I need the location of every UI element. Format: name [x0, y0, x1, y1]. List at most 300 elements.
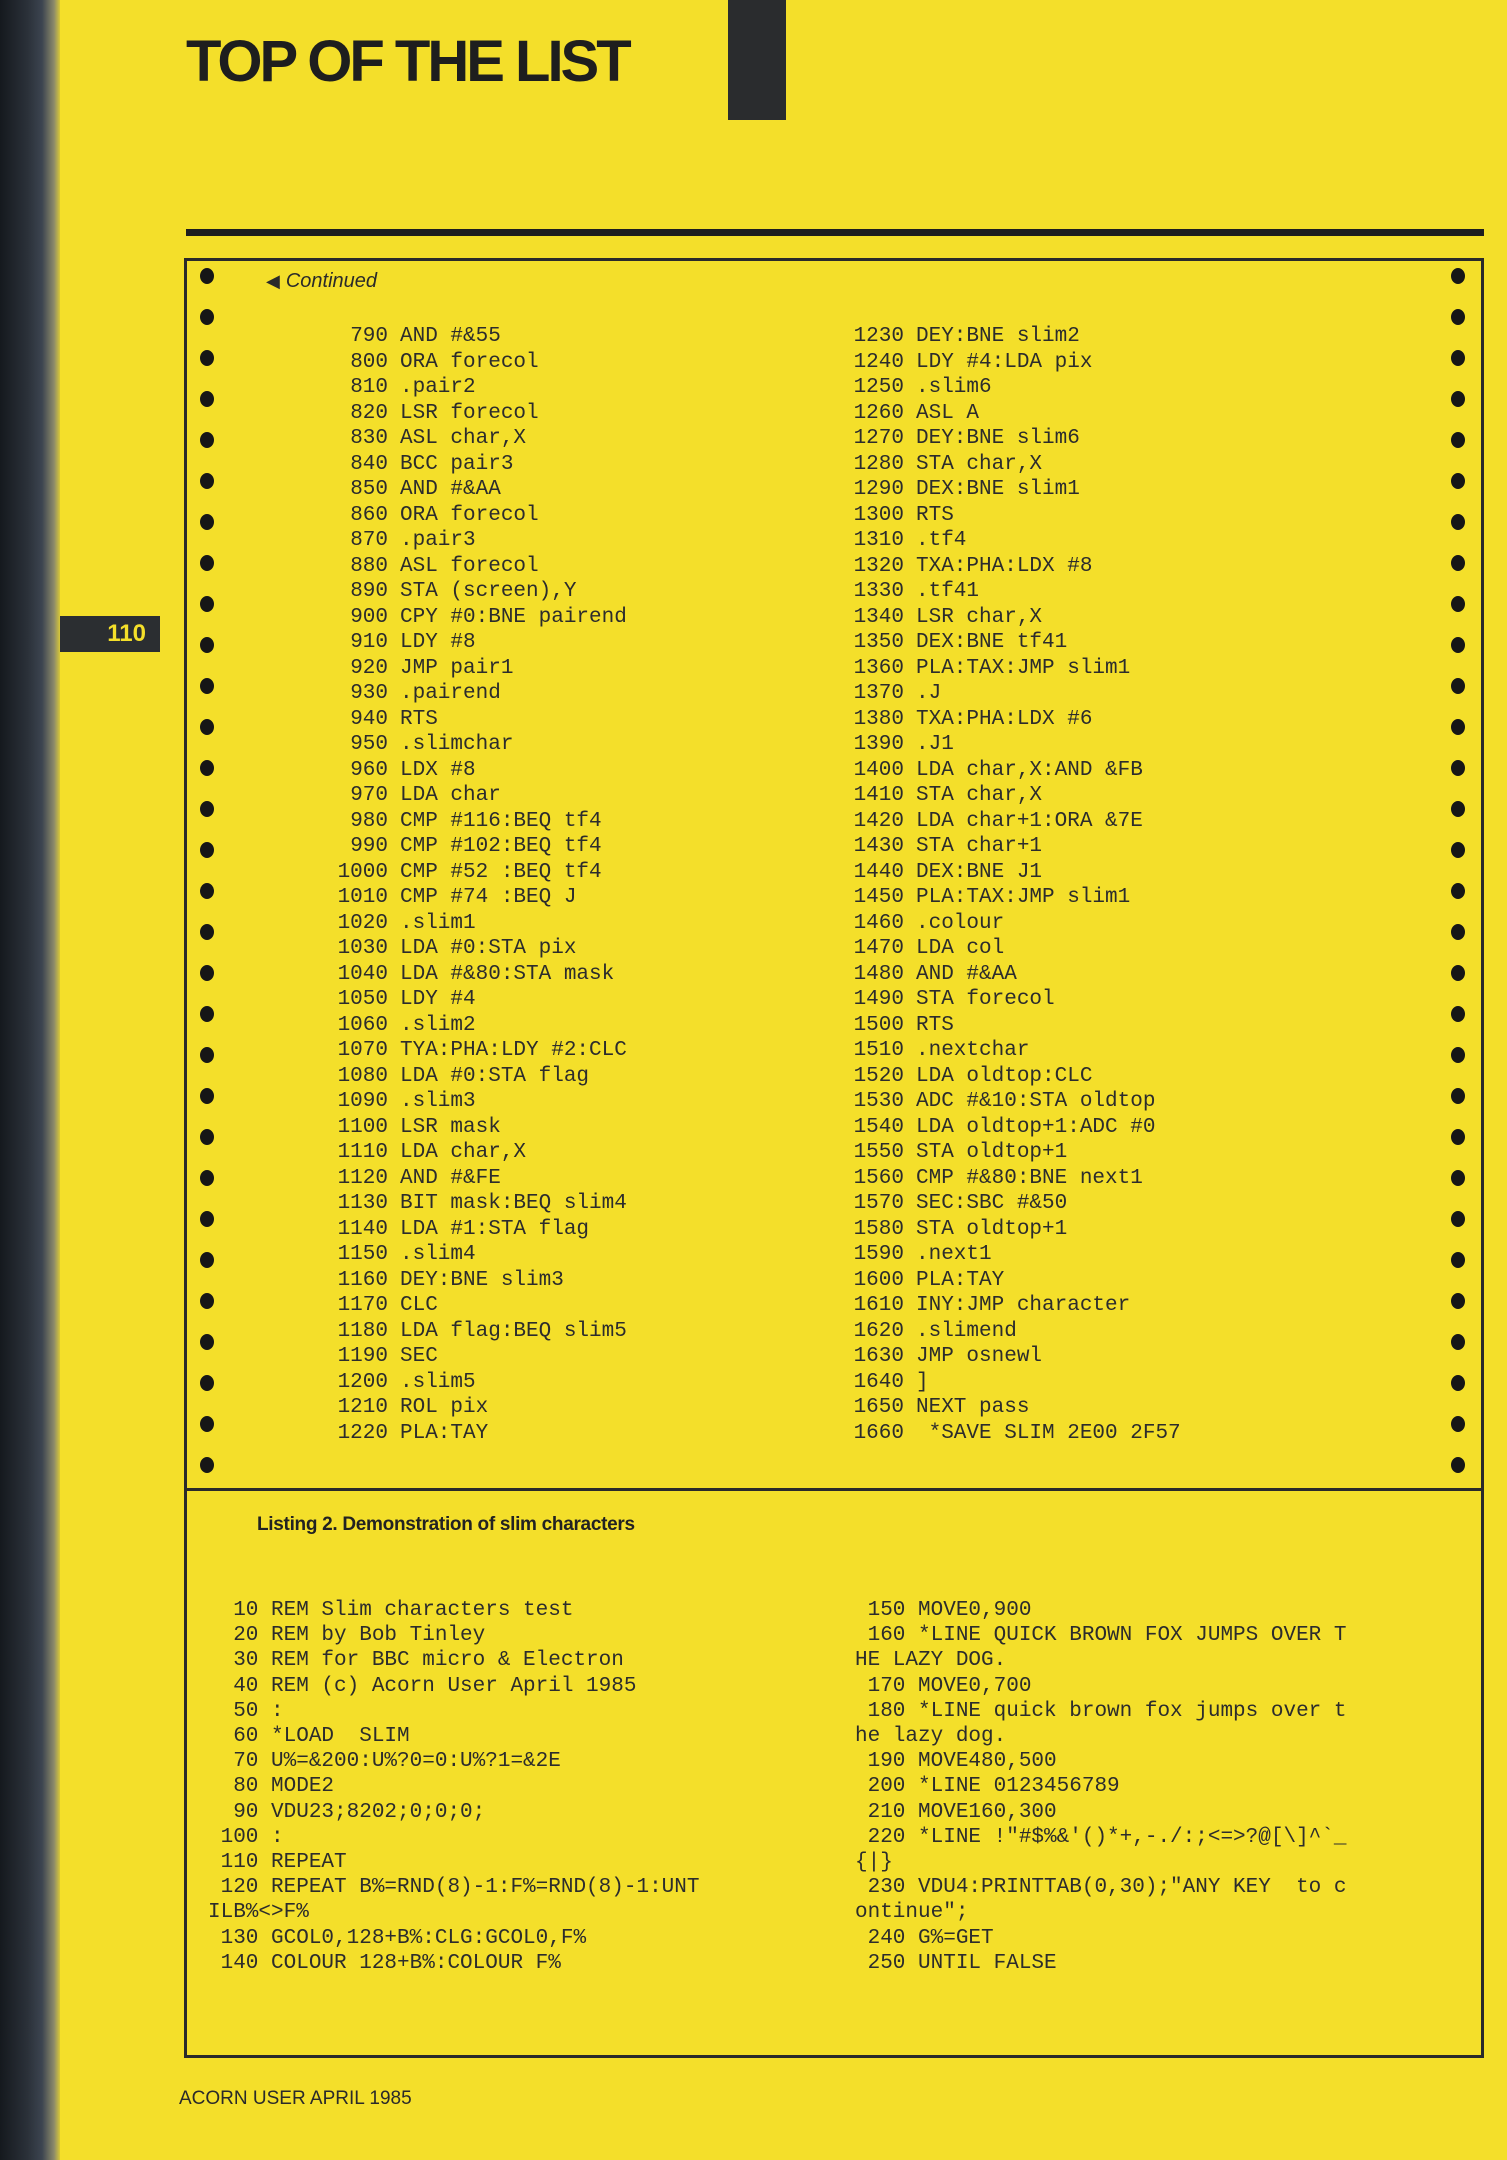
top-rule [186, 229, 1484, 236]
line-number: 830 [350, 427, 388, 450]
code-statement: LDA char [400, 784, 501, 807]
code-line [318, 1370, 627, 1396]
punch-hole-icon [200, 596, 214, 612]
code-line [318, 1140, 627, 1166]
punch-hole-icon [200, 514, 214, 530]
line-number: 1420 [853, 809, 904, 833]
code-line: 150 MOVE0,900 [855, 1599, 1032, 1622]
code-line: 240 G%=GET [855, 1926, 994, 1950]
listing2-left-column [208, 1598, 699, 1976]
code-statement: .J1 [916, 733, 954, 756]
line-number: 1410 [853, 784, 904, 807]
line-number: 1470 [853, 937, 904, 960]
code-line: he lazy dog. [855, 1725, 1007, 1749]
punch-hole-icon [200, 1129, 214, 1145]
code-line [318, 579, 627, 605]
punch-hole-icon [1451, 1293, 1465, 1309]
code-statement: TXA:PHA:LDX #6 [916, 707, 1093, 731]
code-line: 40 REM (c) Acorn User April 1985 [208, 1674, 637, 1698]
punch-hole-icon [1451, 842, 1465, 858]
code-statement: LDA oldtop:CLC [916, 1064, 1093, 1088]
punch-hole-icon [200, 473, 214, 489]
code-statement: CLC [400, 1294, 438, 1317]
code-line [318, 554, 627, 580]
continued-text: Continued [285, 270, 378, 292]
punch-hole-icon [1451, 1416, 1465, 1432]
code-line [318, 1395, 627, 1421]
line-number: 1530 [853, 1090, 904, 1113]
line-number: 1370 [853, 682, 904, 705]
code-statement: LSR char,X [916, 605, 1043, 629]
code-statement: RTS [916, 503, 954, 527]
code-line [318, 477, 627, 503]
punch-hole-icon [1451, 596, 1465, 612]
code-line [834, 1089, 1181, 1115]
code-statement: ] [916, 1370, 929, 1394]
line-number: 920 [350, 656, 388, 680]
punch-hole-icon [200, 719, 214, 735]
punch-hole-icon [200, 637, 214, 653]
code-line: 10 REM Slim characters test [208, 1599, 574, 1622]
punch-hole-icon [200, 1375, 214, 1391]
code-line [318, 1038, 627, 1064]
code-line [318, 1344, 627, 1370]
punch-hole-icon [1451, 965, 1465, 981]
code-statement: .slim5 [400, 1370, 476, 1394]
code-statement: ASL forecol [400, 554, 539, 578]
code-line [834, 834, 1181, 860]
line-number: 1330 [853, 580, 904, 603]
code-statement: AND #&FE [400, 1166, 501, 1190]
punch-hole-icon [200, 678, 214, 694]
line-number: 1060 [337, 1013, 388, 1037]
line-number: 1440 [853, 860, 904, 884]
code-line [318, 1089, 627, 1115]
line-number: 840 [350, 452, 388, 476]
punch-hole-icon [200, 801, 214, 817]
code-line [318, 1293, 627, 1319]
code-line: {|} [855, 1851, 893, 1875]
line-number: 1600 [853, 1268, 904, 1292]
page-number: 110 [107, 620, 146, 647]
punch-hole-icon [200, 1416, 214, 1432]
code-statement: LDY #8 [400, 631, 476, 654]
punch-hole-icon [1451, 801, 1465, 817]
code-line [318, 987, 627, 1013]
code-line [834, 375, 1181, 401]
punch-hole-icon [1451, 473, 1465, 489]
code-line [834, 1395, 1181, 1421]
code-statement: PLA:TAX:JMP slim1 [916, 886, 1131, 909]
line-number: 1340 [853, 605, 904, 629]
line-number: 1500 [853, 1013, 904, 1037]
code-statement: STA (screen),Y [400, 580, 577, 603]
code-statement: JMP osnewl [916, 1345, 1043, 1368]
code-statement: LDA #0:STA pix [400, 937, 577, 960]
punch-hole-icon [200, 1252, 214, 1268]
code-line [834, 885, 1181, 911]
code-statement: .pairend [400, 682, 501, 705]
code-line [834, 579, 1181, 605]
punch-hole-icon [1451, 1211, 1465, 1227]
punch-hole-icon [1451, 1375, 1465, 1391]
listing1-left-column [318, 324, 627, 1446]
line-number: 1480 [853, 962, 904, 986]
binder-holes-right [1451, 268, 1465, 1478]
code-statement: DEY:BNE slim6 [916, 427, 1080, 450]
code-statement: PLA:TAY [400, 1421, 489, 1445]
line-number: 850 [350, 478, 388, 501]
line-number: 860 [350, 503, 388, 527]
code-statement: .J [916, 682, 942, 705]
punch-hole-icon [1451, 1006, 1465, 1022]
code-line [318, 707, 627, 733]
punch-hole-icon [1451, 1129, 1465, 1145]
code-statement: LDX #8 [400, 758, 476, 782]
code-line [834, 783, 1181, 809]
line-number: 1170 [337, 1294, 388, 1317]
code-statement: ADC #&10:STA oldtop [916, 1090, 1156, 1113]
punch-hole-icon [1451, 350, 1465, 366]
line-number: 870 [350, 529, 388, 552]
line-number: 1080 [337, 1064, 388, 1088]
line-number: 1540 [853, 1115, 904, 1139]
line-number: 1360 [853, 656, 904, 680]
line-number: 1650 [853, 1396, 904, 1419]
code-statement: PLA:TAX:JMP slim1 [916, 656, 1131, 680]
code-line [834, 962, 1181, 988]
line-number: 990 [350, 835, 388, 858]
code-statement: CPY #0:BNE pairend [400, 605, 627, 629]
code-line [318, 528, 627, 554]
punch-hole-icon [200, 1293, 214, 1309]
code-line [834, 732, 1181, 758]
punch-hole-icon [200, 1170, 214, 1186]
line-number: 1320 [853, 554, 904, 578]
code-line [834, 860, 1181, 886]
line-number: 890 [350, 580, 388, 603]
code-statement: LSR forecol [400, 401, 539, 425]
left-triangle-icon: ◀ [266, 271, 280, 291]
code-statement: LDA col [916, 937, 1005, 960]
code-line [318, 783, 627, 809]
line-number: 1560 [853, 1166, 904, 1190]
punch-hole-icon [1451, 719, 1465, 735]
code-statement: .next1 [916, 1243, 992, 1266]
code-line [834, 1140, 1181, 1166]
code-line [834, 630, 1181, 656]
punch-hole-icon [1451, 678, 1465, 694]
line-number: 820 [350, 401, 388, 425]
code-line [834, 707, 1181, 733]
line-number: 1400 [853, 758, 904, 782]
code-statement: LDA char,X:AND &FB [916, 758, 1143, 782]
line-number: 1090 [337, 1090, 388, 1113]
line-number: 1310 [853, 529, 904, 552]
code-line [834, 987, 1181, 1013]
code-statement: LDA #1:STA flag [400, 1217, 590, 1241]
code-statement: .tf4 [916, 529, 967, 552]
binder-holes-left [200, 268, 214, 1478]
code-line [834, 401, 1181, 427]
code-line: 250 UNTIL FALSE [855, 1951, 1057, 1975]
line-number: 1190 [337, 1345, 388, 1368]
code-line: 140 COLOUR 128+B%:COLOUR F% [208, 1951, 561, 1975]
line-number: 940 [350, 707, 388, 731]
code-statement: .slimchar [400, 733, 514, 756]
code-line [318, 809, 627, 835]
punch-hole-icon [200, 268, 214, 284]
code-statement: LDA #&80:STA mask [400, 962, 615, 986]
line-number: 1200 [337, 1370, 388, 1394]
page-number-tab [60, 616, 160, 652]
code-line [318, 936, 627, 962]
punch-hole-icon [1451, 1047, 1465, 1063]
code-line: 130 GCOL0,128+B%:CLG:GCOL0,F% [208, 1926, 587, 1950]
code-line [834, 503, 1181, 529]
code-line [834, 1268, 1181, 1294]
line-number: 1380 [853, 707, 904, 731]
line-number: 1350 [853, 631, 904, 654]
code-line: ILB%<>F% [208, 1901, 309, 1925]
code-line [318, 962, 627, 988]
punch-hole-icon [200, 350, 214, 366]
line-number: 1130 [337, 1192, 388, 1215]
line-number: 1150 [337, 1243, 388, 1266]
code-statement: CMP #102:BEQ tf4 [400, 835, 602, 858]
code-statement: ASL A [916, 401, 980, 425]
punch-hole-icon [200, 1047, 214, 1063]
code-line [318, 1217, 627, 1243]
code-statement: LDA #0:STA flag [400, 1064, 590, 1088]
punch-hole-icon [200, 1457, 214, 1473]
line-number: 1100 [337, 1115, 388, 1139]
code-statement: INY:JMP character [916, 1294, 1131, 1317]
line-number: 930 [350, 682, 388, 705]
punch-hole-icon [200, 432, 214, 448]
code-statement: AND #&55 [400, 325, 501, 348]
code-statement: .slim6 [916, 376, 992, 399]
code-line [318, 885, 627, 911]
line-number: 1000 [337, 860, 388, 884]
code-statement: STA char,X [916, 452, 1043, 476]
code-line [834, 911, 1181, 937]
code-statement: STA oldtop+1 [916, 1217, 1068, 1241]
code-statement: CMP #116:BEQ tf4 [400, 809, 602, 833]
punch-hole-icon [200, 760, 214, 776]
code-statement: ORA forecol [400, 503, 539, 527]
punch-hole-icon [1451, 1170, 1465, 1186]
line-number: 1290 [853, 478, 904, 501]
code-line [318, 1421, 627, 1447]
code-line: 20 REM by Bob Tinley [208, 1624, 486, 1648]
code-line [834, 1421, 1181, 1447]
code-line [834, 1293, 1181, 1319]
code-line [318, 503, 627, 529]
line-number: 1030 [337, 937, 388, 960]
line-number: 910 [350, 631, 388, 654]
line-number: 790 [350, 325, 388, 348]
code-line [318, 1242, 627, 1268]
punch-hole-icon [1451, 1334, 1465, 1350]
code-line: 120 REPEAT B%=RND(8)-1:F%=RND(8)-1:UNT [208, 1876, 700, 1900]
line-number: 880 [350, 554, 388, 578]
code-statement: TXA:PHA:LDX #8 [916, 554, 1093, 578]
magazine-page [60, 0, 1507, 2160]
code-statement: STA char,X [916, 784, 1043, 807]
code-line [318, 732, 627, 758]
code-statement: DEY:BNE slim3 [400, 1268, 564, 1292]
code-line: HE LAZY DOG. [855, 1649, 1007, 1673]
code-statement: RTS [916, 1013, 954, 1037]
code-statement: STA oldtop+1 [916, 1141, 1068, 1164]
line-number: 1300 [853, 503, 904, 527]
line-number: 1040 [337, 962, 388, 986]
line-number: 1510 [853, 1039, 904, 1062]
code-line [318, 1319, 627, 1345]
code-statement: TYA:PHA:LDY #2:CLC [400, 1039, 627, 1062]
code-statement: LDA char+1:ORA &7E [916, 809, 1143, 833]
punch-hole-icon [1451, 309, 1465, 325]
code-statement: BCC pair3 [400, 452, 514, 476]
code-statement: ORA forecol [400, 350, 539, 374]
line-number: 1120 [337, 1166, 388, 1190]
code-statement: CMP #74 :BEQ J [400, 886, 577, 909]
code-statement: JMP pair1 [400, 656, 514, 680]
code-statement: LSR mask [400, 1115, 501, 1139]
code-line: 80 MODE2 [208, 1775, 335, 1799]
code-statement: NEXT pass [916, 1396, 1030, 1419]
punch-hole-icon [1451, 391, 1465, 407]
line-number: 980 [350, 809, 388, 833]
code-line [834, 477, 1181, 503]
line-number: 1490 [853, 988, 904, 1011]
code-line: 60 *LOAD SLIM [208, 1725, 410, 1749]
punch-hole-icon [1451, 1252, 1465, 1268]
punch-hole-icon [1451, 924, 1465, 940]
code-line: 200 *LINE 0123456789 [855, 1775, 1120, 1799]
code-statement: DEX:BNE J1 [916, 860, 1043, 884]
code-statement: SEC [400, 1345, 438, 1368]
page-title: TOP OF THE LIST [186, 29, 629, 94]
code-statement: STA char+1 [916, 835, 1043, 858]
line-number: 1230 [853, 325, 904, 348]
magazine-spine [0, 0, 60, 2160]
line-number: 1010 [337, 886, 388, 909]
line-number: 1250 [853, 376, 904, 399]
code-statement: .slimend [916, 1319, 1017, 1343]
code-line [834, 656, 1181, 682]
code-line: 230 VDU4:PRINTTAB(0,30);"ANY KEY to c [855, 1876, 1347, 1900]
punch-hole-icon [200, 391, 214, 407]
punch-hole-icon [1451, 514, 1465, 530]
punch-hole-icon [1451, 1457, 1465, 1473]
line-number: 1450 [853, 886, 904, 909]
code-line: 170 MOVE0,700 [855, 1674, 1032, 1698]
footer-text: ACORN USER APRIL 1985 [179, 2088, 412, 2109]
code-line [318, 1115, 627, 1141]
code-statement: AND #&AA [400, 478, 501, 501]
code-statement: AND #&AA [916, 962, 1017, 986]
code-line [834, 936, 1181, 962]
code-statement: .slim3 [400, 1090, 476, 1113]
punch-hole-icon [200, 1211, 214, 1227]
line-number: 1460 [853, 911, 904, 935]
code-statement: LDA flag:BEQ slim5 [400, 1319, 627, 1343]
punch-hole-icon [1451, 432, 1465, 448]
code-statement: .slim1 [400, 911, 476, 935]
code-statement: SEC:SBC #&50 [916, 1192, 1068, 1215]
code-line [834, 1038, 1181, 1064]
code-statement: CMP #&80:BNE next1 [916, 1166, 1143, 1190]
code-line [834, 1242, 1181, 1268]
code-statement: .slim2 [400, 1013, 476, 1037]
code-line: 110 REPEAT [208, 1851, 347, 1875]
code-line: 100 : [208, 1825, 284, 1849]
code-line [834, 452, 1181, 478]
code-line [834, 324, 1181, 350]
code-line: 160 *LINE QUICK BROWN FOX JUMPS OVER T [855, 1624, 1347, 1648]
code-statement: .pair3 [400, 529, 476, 552]
code-statement: DEX:BNE tf41 [916, 631, 1068, 654]
code-statement: DEY:BNE slim2 [916, 325, 1080, 348]
punch-hole-icon [200, 309, 214, 325]
line-number: 800 [350, 350, 388, 374]
code-statement: .nextchar [916, 1039, 1030, 1062]
code-line [318, 1166, 627, 1192]
punch-hole-icon [1451, 760, 1465, 776]
code-line [834, 1217, 1181, 1243]
code-line [834, 350, 1181, 376]
line-number: 1520 [853, 1064, 904, 1088]
code-line [318, 324, 627, 350]
code-line [834, 758, 1181, 784]
code-statement: ROL pix [400, 1396, 489, 1419]
code-statement: .pair2 [400, 376, 476, 399]
line-number: 960 [350, 758, 388, 782]
code-line [318, 375, 627, 401]
line-number: 810 [350, 376, 388, 399]
line-number: 1640 [853, 1370, 904, 1394]
code-line: ontinue"; [855, 1901, 969, 1925]
line-number: 1570 [853, 1192, 904, 1215]
code-statement: BIT mask:BEQ slim4 [400, 1192, 627, 1215]
code-line [318, 681, 627, 707]
line-number: 1550 [853, 1141, 904, 1164]
listing2-caption: Listing 2. Demonstration of slim characters [257, 1514, 635, 1535]
code-line [318, 656, 627, 682]
code-statement: CMP #52 :BEQ tf4 [400, 860, 602, 884]
line-number: 1610 [853, 1294, 904, 1317]
code-statement: PLA:TAY [916, 1268, 1005, 1292]
punch-hole-icon [1451, 268, 1465, 284]
line-number: 1180 [337, 1319, 388, 1343]
line-number: 1620 [853, 1319, 904, 1343]
code-line: 50 : [208, 1699, 284, 1723]
line-number: 1430 [853, 835, 904, 858]
listing1-right-column [834, 324, 1181, 1446]
code-line [834, 1115, 1181, 1141]
line-number: 1160 [337, 1268, 388, 1292]
code-line [834, 1013, 1181, 1039]
line-number: 1390 [853, 733, 904, 756]
line-number: 1590 [853, 1243, 904, 1266]
code-statement: RTS [400, 707, 438, 731]
line-number: 1240 [853, 350, 904, 374]
code-line [318, 834, 627, 860]
code-line [834, 1064, 1181, 1090]
line-number: 1260 [853, 401, 904, 425]
